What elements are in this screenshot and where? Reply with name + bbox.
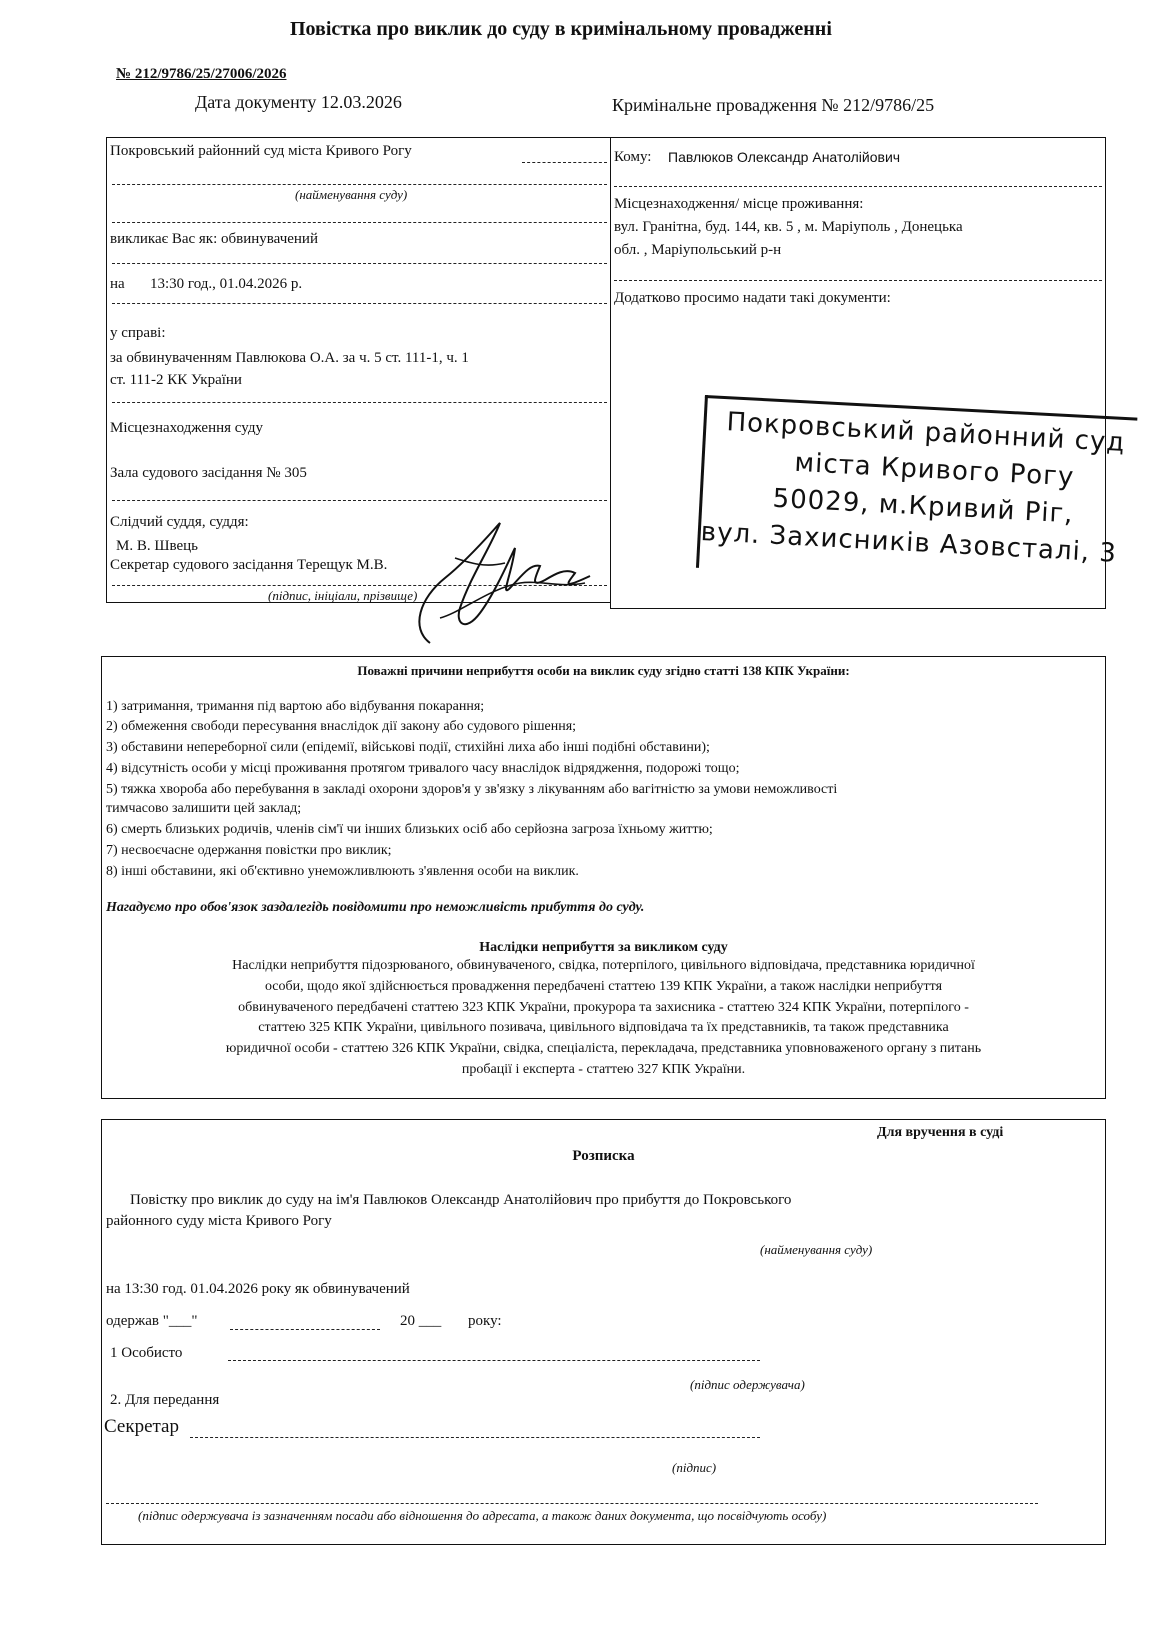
stamp-line1: Покровський районний суд xyxy=(725,407,1127,459)
reason-item: 3) обставини непереборної сили (епідемії, військові події, стихійні лиха або інші подібні обставини); xyxy=(106,740,710,755)
received-year: 20 ___ xyxy=(400,1313,442,1329)
document-date: Дата документу 12.03.2026 xyxy=(195,92,402,112)
court-stamp xyxy=(696,395,1137,590)
reason-item: 4) відсутність особи у місці проживання протягом тривалого часу внаслідок відрядження, подорожі тощо; xyxy=(106,761,740,776)
courtroom: Зала судового засідання № 305 xyxy=(110,465,307,481)
personally-label: 1 Особисто xyxy=(110,1345,183,1361)
reason-item: 8) інші обставини, які об'єктивно унеможливлюють з'явлення особи на виклик. xyxy=(106,864,579,879)
receipt-footer-caption: (підпис одержувача із зазначенням посади або відношення до адресата, а також даних документа, що посвідчують особу) xyxy=(138,1508,827,1523)
recipient-signature-caption: (підпис одержувача) xyxy=(690,1377,805,1392)
stamp-line3: 50029, м.Кривий Ріг, xyxy=(771,483,1075,530)
hearing-time: 13:30 год., 01.04.2026 р. xyxy=(150,276,303,292)
consequences-line: юридичної особи - статтею 326 КПК України, свідка, спеціаліста, перекладача, представника уповноваженого органу з питань xyxy=(225,1041,982,1056)
reason-item: 5) тяжка хвороба або перебування в закладі охорони здоров'я у зв'язку з лікуванням або вагітністю за умови неможливості xyxy=(106,782,838,797)
receipt-court-caption: (найменування суду) xyxy=(760,1242,873,1257)
case-description-line1: за обвинуваченням Павлюкова О.А. за ч. 5 ст. 111-1, ч. 1 xyxy=(110,350,469,366)
stamp-line4: вул. Захисників Азовсталі, 3 xyxy=(700,516,1118,569)
recipient-label: Кому: xyxy=(614,149,652,165)
secretary-signature-caption: (підпис) xyxy=(672,1460,717,1475)
reason-item: 6) смерть близьких родичів, членів сім'ї чи інших близьких осіб або серйозна загроза їхньому життю; xyxy=(106,822,713,837)
judge-label: Слідчий суддя, суддя: xyxy=(110,514,249,530)
consequences-line: обвинуваченого передбачені статтею 323 КПК України, прокурора та захисника - статтею 324 КПК України, потерпілого - xyxy=(238,1000,969,1015)
received-date-label: одержав "___" xyxy=(106,1313,198,1329)
recipient-name: Павлюков Олександр Анатолійович xyxy=(668,149,901,165)
consequences-line: особи, щодо якої здійснюється провадження передбачені статтею 139 КПК України, а також наслідки неприбуття xyxy=(264,979,943,994)
consequences-line: пробації і експерта - статтею 327 КПК України. xyxy=(461,1062,746,1077)
reason-item: 2) обмеження свободи пересування внаслідок дії закону або судового рішення; xyxy=(106,719,577,734)
case-description-line2: ст. 111-2 КК України xyxy=(110,372,242,388)
signature-caption: (підпис, ініціали, прізвище) xyxy=(268,588,418,603)
consequences-title: Наслідки неприбуття за викликом суду xyxy=(479,940,728,955)
address-line2: обл. , Маріупольський р-н xyxy=(614,242,782,258)
judge-name: М. В. Швець xyxy=(116,538,198,554)
court-name: Покровський районний суд міста Кривого Рогу xyxy=(110,143,412,159)
reason-item: тимчасово залишити цей заклад; xyxy=(106,801,302,816)
received-year-suffix: року: xyxy=(468,1313,502,1329)
address-line1: вул. Гранітна, буд. 144, кв. 5 , м. Маріуполь , Донецька xyxy=(614,219,963,235)
document-number: № 212/9786/25/27006/2026 xyxy=(116,66,287,82)
court-location-label: Місцезнаходження суду xyxy=(110,420,263,436)
case-number: Кримінальне провадження № 212/9786/25 xyxy=(612,95,935,115)
summons-role: викликає Вас як: обвинувачений xyxy=(110,231,318,247)
receipt-box xyxy=(101,1119,1106,1545)
receipt-secretary-label: Секретар xyxy=(104,1416,179,1437)
notice-reminder: Нагадуємо про обов'язок заздалегідь повідомити про неможливість прибуття до суду. xyxy=(106,900,645,915)
reasons-title: Поважні причини неприбуття особи на виклик суду згідно статті 138 КПК України: xyxy=(357,663,850,678)
for-transfer-label: 2. Для передання xyxy=(110,1392,220,1408)
reason-item: 7) несвоєчасне одержання повістки про виклик; xyxy=(106,843,392,858)
consequences-line: Наслідки неприбуття підозрюваного, обвинуваченого, свідка, потерпілого, цивільного відповідача, представника юридичної xyxy=(232,958,975,973)
additional-documents: Додатково просимо надати такі документи: xyxy=(614,290,891,306)
reason-item: 1) затримання, тримання під вартою або відбування покарання; xyxy=(106,699,485,714)
receipt-hearing-time: на 13:30 год. 01.04.2026 року як обвинувачений xyxy=(106,1281,410,1297)
stamp-line2: міста Кривого Рогу xyxy=(793,447,1076,493)
for-court-delivery: Для вручення в суді xyxy=(877,1125,1004,1140)
judge-signature xyxy=(400,518,600,648)
document-title: Повістка про виклик до суду в кримінальному провадженні xyxy=(290,18,832,40)
court-secretary: Секретар судового засідання Терещук М.В. xyxy=(110,557,388,573)
court-caption: (найменування суду) xyxy=(295,187,408,202)
consequences-line: статтею 325 КПК України, цивільного позивача, цивільного відповідача та їх представників, та також представника xyxy=(258,1020,949,1035)
receipt-text-line1: Повістку про виклик до суду на ім'я Павлюков Олександр Анатолійович про прибуття до Покровського xyxy=(130,1192,792,1208)
case-label: у справі: xyxy=(110,325,166,341)
receipt-title: Розписка xyxy=(572,1148,635,1164)
address-label: Місцезнаходження/ місце проживання: xyxy=(614,196,864,212)
receipt-text-line2: районного суду міста Кривого Рогу xyxy=(106,1213,332,1229)
hearing-time-label: на xyxy=(110,276,125,292)
